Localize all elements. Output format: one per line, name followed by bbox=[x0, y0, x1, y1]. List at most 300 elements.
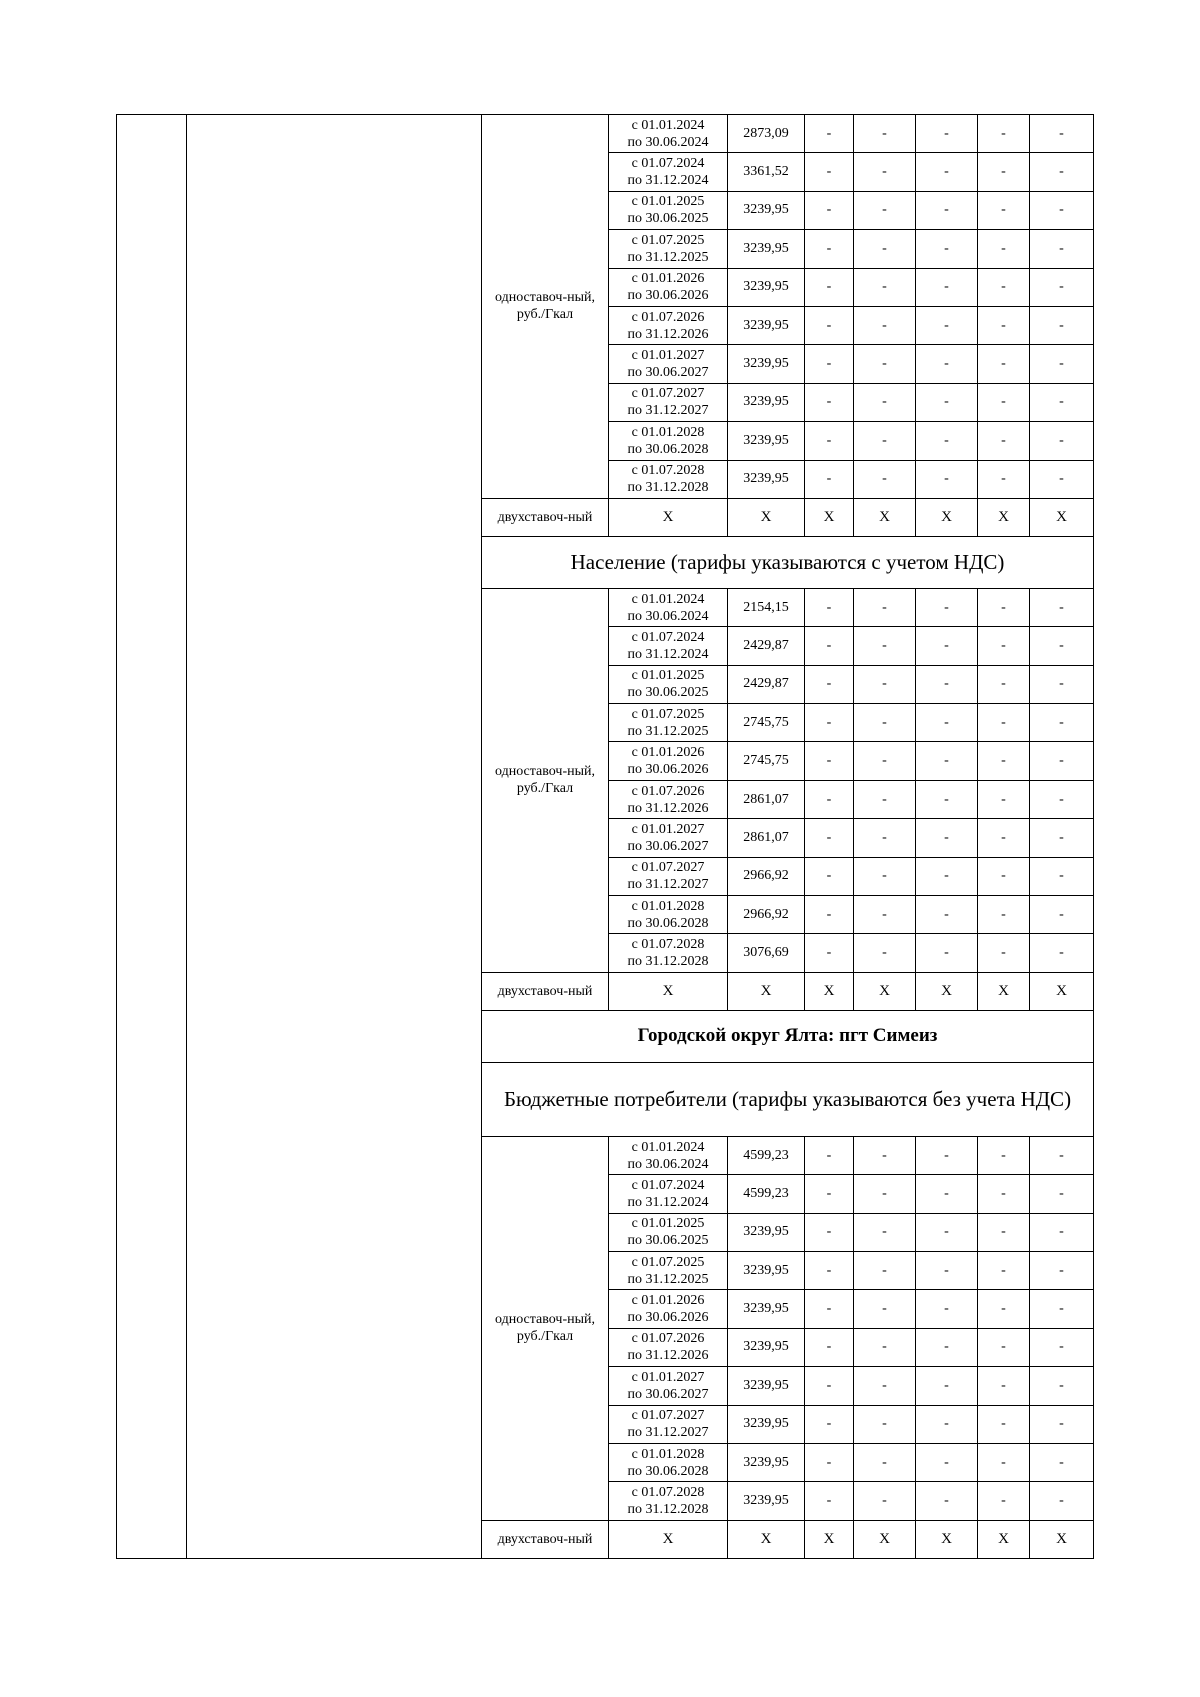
period-to: по 30.06.2024 bbox=[627, 134, 709, 150]
empty-value-dash: - bbox=[1030, 460, 1094, 498]
empty-value-dash: - bbox=[805, 422, 854, 460]
period-from: с 01.07.2028 bbox=[631, 1485, 705, 1501]
empty-value-dash: - bbox=[1030, 1367, 1094, 1405]
empty-value-dash: - bbox=[916, 460, 978, 498]
empty-value-dash: - bbox=[978, 115, 1030, 153]
empty-value-dash: - bbox=[978, 306, 1030, 344]
tariff-value: 3239,95 bbox=[728, 268, 805, 306]
period-to: по 30.06.2026 bbox=[627, 762, 709, 778]
empty-value-dash: - bbox=[1030, 1328, 1094, 1366]
empty-value-dash: - bbox=[854, 1443, 916, 1481]
empty-value-dash: - bbox=[854, 115, 916, 153]
empty-value-dash: - bbox=[854, 1367, 916, 1405]
period-to: по 30.06.2027 bbox=[627, 1386, 709, 1402]
period-from: с 01.07.2025 bbox=[631, 1254, 705, 1270]
empty-value-dash: - bbox=[854, 1213, 916, 1251]
empty-value-dash: - bbox=[805, 1328, 854, 1366]
period-to: по 31.12.2028 bbox=[627, 480, 709, 496]
period-cell bbox=[609, 780, 728, 818]
empty-value-dash: - bbox=[978, 153, 1030, 191]
period-cell bbox=[609, 191, 728, 229]
empty-value-dash: - bbox=[978, 896, 1030, 934]
empty-value-dash: - bbox=[805, 1290, 854, 1328]
period-from: с 01.01.2025 bbox=[631, 194, 705, 210]
empty-value-dash: - bbox=[854, 704, 916, 742]
empty-value-dash: - bbox=[916, 819, 978, 857]
not-applicable-mark: Х bbox=[916, 498, 978, 536]
period-to: по 31.12.2027 bbox=[627, 877, 709, 893]
empty-value-dash: - bbox=[1030, 665, 1094, 703]
period-cell bbox=[609, 1482, 728, 1520]
period-cell bbox=[609, 588, 728, 626]
empty-value-dash: - bbox=[1030, 1251, 1094, 1289]
period-from: с 01.01.2024 bbox=[631, 117, 705, 133]
empty-value-dash: - bbox=[978, 345, 1030, 383]
empty-value-dash: - bbox=[1030, 383, 1094, 421]
empty-value-dash: - bbox=[978, 742, 1030, 780]
tariff-value: 4599,23 bbox=[728, 1175, 805, 1213]
period-to: по 31.12.2025 bbox=[627, 723, 709, 739]
empty-value-dash: - bbox=[854, 230, 916, 268]
empty-value-dash: - bbox=[854, 1328, 916, 1366]
empty-value-dash: - bbox=[1030, 230, 1094, 268]
empty-value-dash: - bbox=[805, 1136, 854, 1174]
period-from: с 01.01.2025 bbox=[631, 1216, 705, 1232]
period-to: по 31.12.2027 bbox=[627, 1425, 709, 1441]
period-to: по 30.06.2028 bbox=[627, 1463, 709, 1479]
period-from: с 01.07.2026 bbox=[631, 783, 705, 799]
period-from: с 01.07.2024 bbox=[631, 156, 705, 172]
empty-value-dash: - bbox=[978, 1290, 1030, 1328]
empty-value-dash: - bbox=[978, 460, 1030, 498]
empty-value-dash: - bbox=[978, 230, 1030, 268]
tariff-value: 3239,95 bbox=[728, 1213, 805, 1251]
period-cell bbox=[609, 1251, 728, 1289]
empty-value-dash: - bbox=[854, 1175, 916, 1213]
empty-value-dash: - bbox=[978, 934, 1030, 972]
period-to: по 31.12.2026 bbox=[627, 326, 709, 342]
empty-value-dash: - bbox=[1030, 153, 1094, 191]
empty-value-dash: - bbox=[916, 857, 978, 895]
empty-value-dash: - bbox=[916, 1175, 978, 1213]
empty-value-dash: - bbox=[805, 191, 854, 229]
period-cell bbox=[609, 1290, 728, 1328]
period-to: по 30.06.2028 bbox=[627, 441, 709, 457]
empty-value-dash: - bbox=[805, 742, 854, 780]
empty-value-dash: - bbox=[1030, 627, 1094, 665]
period-cell bbox=[609, 460, 728, 498]
empty-value-dash: - bbox=[854, 1482, 916, 1520]
period-from: с 01.07.2027 bbox=[631, 386, 705, 402]
period-to: по 30.06.2026 bbox=[627, 288, 709, 304]
empty-value-dash: - bbox=[854, 191, 916, 229]
period-from: с 01.07.2028 bbox=[631, 937, 705, 953]
empty-value-dash: - bbox=[805, 460, 854, 498]
empty-value-dash: - bbox=[1030, 588, 1094, 626]
empty-value-dash: - bbox=[854, 588, 916, 626]
empty-value-dash: - bbox=[805, 627, 854, 665]
empty-value-dash: - bbox=[916, 191, 978, 229]
not-applicable-mark: Х bbox=[1030, 1520, 1094, 1558]
category-header: Бюджетные потребители (тарифы указываются без учета НДС) bbox=[482, 1062, 1094, 1136]
empty-value-dash: - bbox=[854, 1405, 916, 1443]
tariff-value: 4599,23 bbox=[728, 1136, 805, 1174]
period-from: с 01.01.2024 bbox=[631, 591, 705, 607]
empty-value-dash: - bbox=[978, 1405, 1030, 1443]
empty-value-dash: - bbox=[805, 306, 854, 344]
empty-value-dash: - bbox=[1030, 422, 1094, 460]
not-applicable-mark: Х bbox=[805, 1520, 854, 1558]
empty-value-dash: - bbox=[1030, 1213, 1094, 1251]
tariff-value: 2861,07 bbox=[728, 780, 805, 818]
period-cell bbox=[609, 115, 728, 153]
empty-value-dash: - bbox=[854, 1290, 916, 1328]
empty-value-dash: - bbox=[916, 1443, 978, 1481]
period-from: с 01.01.2024 bbox=[631, 1139, 705, 1155]
empty-value-dash: - bbox=[916, 306, 978, 344]
period-cell bbox=[609, 383, 728, 421]
not-applicable-mark: Х bbox=[854, 498, 916, 536]
period-cell bbox=[609, 306, 728, 344]
empty-value-dash: - bbox=[1030, 780, 1094, 818]
period-cell bbox=[609, 627, 728, 665]
not-applicable-mark: Х bbox=[805, 498, 854, 536]
empty-value-dash: - bbox=[916, 934, 978, 972]
organization-cell bbox=[187, 115, 482, 1559]
tariff-table-body bbox=[117, 115, 1094, 1559]
empty-value-dash: - bbox=[978, 191, 1030, 229]
empty-value-dash: - bbox=[1030, 934, 1094, 972]
empty-value-dash: - bbox=[916, 345, 978, 383]
not-applicable-mark: Х bbox=[978, 498, 1030, 536]
tariff-value: 3361,52 bbox=[728, 153, 805, 191]
not-applicable-mark: Х bbox=[978, 1520, 1030, 1558]
empty-value-dash: - bbox=[805, 665, 854, 703]
empty-value-dash: - bbox=[854, 345, 916, 383]
empty-value-dash: - bbox=[916, 268, 978, 306]
period-from: с 01.07.2025 bbox=[631, 706, 705, 722]
empty-value-dash: - bbox=[805, 896, 854, 934]
empty-value-dash: - bbox=[854, 742, 916, 780]
empty-value-dash: - bbox=[1030, 704, 1094, 742]
empty-value-dash: - bbox=[978, 665, 1030, 703]
empty-value-dash: - bbox=[978, 1367, 1030, 1405]
empty-value-dash: - bbox=[978, 1136, 1030, 1174]
empty-value-dash: - bbox=[916, 780, 978, 818]
empty-value-dash: - bbox=[978, 422, 1030, 460]
period-cell bbox=[609, 268, 728, 306]
empty-value-dash: - bbox=[916, 1482, 978, 1520]
empty-value-dash: - bbox=[805, 857, 854, 895]
empty-value-dash: - bbox=[916, 627, 978, 665]
empty-value-dash: - bbox=[805, 819, 854, 857]
period-to: по 30.06.2027 bbox=[627, 365, 709, 381]
period-cell bbox=[609, 819, 728, 857]
empty-value-dash: - bbox=[854, 422, 916, 460]
empty-value-dash: - bbox=[916, 1136, 978, 1174]
empty-value-dash: - bbox=[916, 230, 978, 268]
empty-value-dash: - bbox=[854, 383, 916, 421]
empty-value-dash: - bbox=[1030, 896, 1094, 934]
period-cell bbox=[609, 704, 728, 742]
row-number-cell bbox=[117, 115, 187, 1559]
tariff-value: 2154,15 bbox=[728, 588, 805, 626]
empty-value-dash: - bbox=[1030, 115, 1094, 153]
tariff-value: 2873,09 bbox=[728, 115, 805, 153]
period-cell bbox=[609, 1443, 728, 1481]
empty-value-dash: - bbox=[1030, 1175, 1094, 1213]
period-to: по 30.06.2024 bbox=[627, 608, 709, 624]
empty-value-dash: - bbox=[1030, 1136, 1094, 1174]
empty-value-dash: - bbox=[805, 704, 854, 742]
empty-value-dash: - bbox=[978, 1482, 1030, 1520]
tariff-value: 3239,95 bbox=[728, 422, 805, 460]
not-applicable-mark: Х bbox=[854, 1520, 916, 1558]
period-from: с 01.01.2027 bbox=[631, 821, 705, 837]
period-cell bbox=[609, 1328, 728, 1366]
tariff-table bbox=[116, 114, 1094, 1559]
period-from: с 01.01.2028 bbox=[631, 898, 705, 914]
not-applicable-mark: Х bbox=[728, 972, 805, 1010]
tariff-type-two-rate: двухставоч-ный bbox=[482, 972, 609, 1010]
tariff-value: 3239,95 bbox=[728, 1367, 805, 1405]
not-applicable-mark: Х bbox=[916, 972, 978, 1010]
empty-value-dash: - bbox=[978, 819, 1030, 857]
empty-value-dash: - bbox=[916, 115, 978, 153]
tariff-value: 3239,95 bbox=[728, 1290, 805, 1328]
period-cell bbox=[609, 1405, 728, 1443]
period-cell bbox=[609, 1213, 728, 1251]
period-from: с 01.07.2026 bbox=[631, 309, 705, 325]
period-cell bbox=[609, 153, 728, 191]
tariff-value: 3076,69 bbox=[728, 934, 805, 972]
tariff-value: 3239,95 bbox=[728, 1482, 805, 1520]
empty-value-dash: - bbox=[805, 1482, 854, 1520]
tariff-type-one-rate: одноставоч-ный, руб./Гкал bbox=[482, 1136, 609, 1520]
tariff-value: 3239,95 bbox=[728, 1443, 805, 1481]
empty-value-dash: - bbox=[916, 588, 978, 626]
period-from: с 01.07.2024 bbox=[631, 1177, 705, 1193]
not-applicable-mark: Х bbox=[854, 972, 916, 1010]
not-applicable-mark: Х bbox=[1030, 972, 1094, 1010]
period-cell bbox=[609, 422, 728, 460]
tariff-value: 2429,87 bbox=[728, 627, 805, 665]
tariff-value: 2429,87 bbox=[728, 665, 805, 703]
empty-value-dash: - bbox=[978, 780, 1030, 818]
empty-value-dash: - bbox=[916, 1290, 978, 1328]
empty-value-dash: - bbox=[805, 153, 854, 191]
period-cell bbox=[609, 345, 728, 383]
empty-value-dash: - bbox=[1030, 857, 1094, 895]
period-to: по 31.12.2024 bbox=[627, 173, 709, 189]
tariff-value: 3239,95 bbox=[728, 230, 805, 268]
period-to: по 30.06.2025 bbox=[627, 211, 709, 227]
period-cell bbox=[609, 742, 728, 780]
empty-value-dash: - bbox=[805, 1251, 854, 1289]
empty-value-dash: - bbox=[805, 268, 854, 306]
empty-value-dash: - bbox=[854, 857, 916, 895]
empty-value-dash: - bbox=[916, 742, 978, 780]
period-to: по 30.06.2025 bbox=[627, 1233, 709, 1249]
period-to: по 31.12.2024 bbox=[627, 1194, 709, 1210]
empty-value-dash: - bbox=[805, 588, 854, 626]
empty-value-dash: - bbox=[916, 1328, 978, 1366]
empty-value-dash: - bbox=[854, 934, 916, 972]
period-to: по 31.12.2025 bbox=[627, 249, 709, 265]
empty-value-dash: - bbox=[854, 268, 916, 306]
empty-value-dash: - bbox=[805, 1443, 854, 1481]
period-from: с 01.07.2024 bbox=[631, 629, 705, 645]
empty-value-dash: - bbox=[1030, 1443, 1094, 1481]
empty-value-dash: - bbox=[1030, 306, 1094, 344]
empty-value-dash: - bbox=[916, 153, 978, 191]
empty-value-dash: - bbox=[854, 1251, 916, 1289]
period-from: с 01.01.2025 bbox=[631, 668, 705, 684]
not-applicable-mark: Х bbox=[728, 1520, 805, 1558]
tariff-value: 3239,95 bbox=[728, 191, 805, 229]
empty-value-dash: - bbox=[854, 306, 916, 344]
empty-value-dash: - bbox=[854, 665, 916, 703]
period-from: с 01.07.2025 bbox=[631, 232, 705, 248]
tariff-value: 3239,95 bbox=[728, 306, 805, 344]
tariff-value: 2745,75 bbox=[728, 704, 805, 742]
period-from: с 01.07.2027 bbox=[631, 860, 705, 876]
empty-value-dash: - bbox=[1030, 268, 1094, 306]
tariff-value: 3239,95 bbox=[728, 1251, 805, 1289]
empty-value-dash: - bbox=[1030, 742, 1094, 780]
empty-value-dash: - bbox=[854, 153, 916, 191]
empty-value-dash: - bbox=[1030, 345, 1094, 383]
empty-value-dash: - bbox=[805, 1367, 854, 1405]
period-cell bbox=[609, 934, 728, 972]
tariff-type-one-rate: одноставоч-ный, руб./Гкал bbox=[482, 588, 609, 972]
not-applicable-mark: Х bbox=[916, 1520, 978, 1558]
empty-value-dash: - bbox=[805, 115, 854, 153]
empty-value-dash: - bbox=[978, 1175, 1030, 1213]
period-to: по 30.06.2027 bbox=[627, 838, 709, 854]
not-applicable-mark: Х bbox=[609, 1520, 728, 1558]
tariff-value: 3239,95 bbox=[728, 1405, 805, 1443]
period-cell bbox=[609, 1136, 728, 1174]
not-applicable-mark: Х bbox=[1030, 498, 1094, 536]
empty-value-dash: - bbox=[916, 665, 978, 703]
empty-value-dash: - bbox=[978, 1443, 1030, 1481]
empty-value-dash: - bbox=[854, 780, 916, 818]
empty-value-dash: - bbox=[854, 819, 916, 857]
period-from: с 01.01.2028 bbox=[631, 424, 705, 440]
empty-value-dash: - bbox=[916, 896, 978, 934]
period-to: по 31.12.2028 bbox=[627, 954, 709, 970]
empty-value-dash: - bbox=[805, 780, 854, 818]
period-cell bbox=[609, 665, 728, 703]
empty-value-dash: - bbox=[978, 588, 1030, 626]
empty-value-dash: - bbox=[1030, 819, 1094, 857]
empty-value-dash: - bbox=[916, 1405, 978, 1443]
tariff-value: 3239,95 bbox=[728, 460, 805, 498]
tariff-value: 2966,92 bbox=[728, 896, 805, 934]
empty-value-dash: - bbox=[978, 857, 1030, 895]
period-to: по 31.12.2026 bbox=[627, 1348, 709, 1364]
period-cell bbox=[609, 857, 728, 895]
tariff-type-two-rate: двухставоч-ный bbox=[482, 498, 609, 536]
empty-value-dash: - bbox=[978, 1328, 1030, 1366]
period-to: по 30.06.2026 bbox=[627, 1310, 709, 1326]
period-from: с 01.01.2026 bbox=[631, 745, 705, 761]
tariff-type-two-rate: двухставоч-ный bbox=[482, 1520, 609, 1558]
tariff-type-one-rate: одноставоч-ный, руб./Гкал bbox=[482, 115, 609, 499]
empty-value-dash: - bbox=[805, 383, 854, 421]
period-to: по 31.12.2027 bbox=[627, 403, 709, 419]
period-to: по 31.12.2025 bbox=[627, 1271, 709, 1287]
period-cell bbox=[609, 230, 728, 268]
empty-value-dash: - bbox=[854, 896, 916, 934]
empty-value-dash: - bbox=[1030, 1290, 1094, 1328]
empty-value-dash: - bbox=[1030, 1482, 1094, 1520]
not-applicable-mark: Х bbox=[728, 498, 805, 536]
period-from: с 01.07.2026 bbox=[631, 1331, 705, 1347]
tariff-row bbox=[117, 115, 1094, 153]
tariff-value: 3239,95 bbox=[728, 1328, 805, 1366]
period-to: по 31.12.2028 bbox=[627, 1502, 709, 1518]
empty-value-dash: - bbox=[916, 1367, 978, 1405]
empty-value-dash: - bbox=[916, 704, 978, 742]
tariff-value: 2745,75 bbox=[728, 742, 805, 780]
empty-value-dash: - bbox=[805, 1213, 854, 1251]
period-from: с 01.01.2026 bbox=[631, 271, 705, 287]
empty-value-dash: - bbox=[978, 1213, 1030, 1251]
period-to: по 30.06.2028 bbox=[627, 915, 709, 931]
period-from: с 01.01.2027 bbox=[631, 1369, 705, 1385]
empty-value-dash: - bbox=[854, 1136, 916, 1174]
not-applicable-mark: Х bbox=[609, 498, 728, 536]
tariff-value: 3239,95 bbox=[728, 383, 805, 421]
empty-value-dash: - bbox=[1030, 1405, 1094, 1443]
empty-value-dash: - bbox=[916, 1251, 978, 1289]
empty-value-dash: - bbox=[1030, 191, 1094, 229]
empty-value-dash: - bbox=[916, 1213, 978, 1251]
period-cell bbox=[609, 1175, 728, 1213]
period-from: с 01.01.2026 bbox=[631, 1293, 705, 1309]
period-to: по 31.12.2026 bbox=[627, 800, 709, 816]
empty-value-dash: - bbox=[854, 460, 916, 498]
empty-value-dash: - bbox=[805, 934, 854, 972]
empty-value-dash: - bbox=[978, 704, 1030, 742]
not-applicable-mark: Х bbox=[978, 972, 1030, 1010]
period-from: с 01.01.2027 bbox=[631, 348, 705, 364]
empty-value-dash: - bbox=[978, 268, 1030, 306]
empty-value-dash: - bbox=[916, 422, 978, 460]
empty-value-dash: - bbox=[916, 383, 978, 421]
empty-value-dash: - bbox=[978, 627, 1030, 665]
not-applicable-mark: Х bbox=[609, 972, 728, 1010]
empty-value-dash: - bbox=[805, 1405, 854, 1443]
empty-value-dash: - bbox=[978, 1251, 1030, 1289]
not-applicable-mark: Х bbox=[805, 972, 854, 1010]
tariff-value: 2966,92 bbox=[728, 857, 805, 895]
category-header: Население (тарифы указываются с учетом НДС) bbox=[482, 536, 1094, 588]
empty-value-dash: - bbox=[805, 345, 854, 383]
tariff-value: 3239,95 bbox=[728, 345, 805, 383]
empty-value-dash: - bbox=[854, 627, 916, 665]
empty-value-dash: - bbox=[978, 383, 1030, 421]
period-to: по 31.12.2024 bbox=[627, 646, 709, 662]
empty-value-dash: - bbox=[805, 230, 854, 268]
empty-value-dash: - bbox=[805, 1175, 854, 1213]
period-cell bbox=[609, 896, 728, 934]
region-title: Городской округ Ялта: пгт Симеиз bbox=[482, 1010, 1094, 1062]
period-cell bbox=[609, 1367, 728, 1405]
period-to: по 30.06.2024 bbox=[627, 1156, 709, 1172]
